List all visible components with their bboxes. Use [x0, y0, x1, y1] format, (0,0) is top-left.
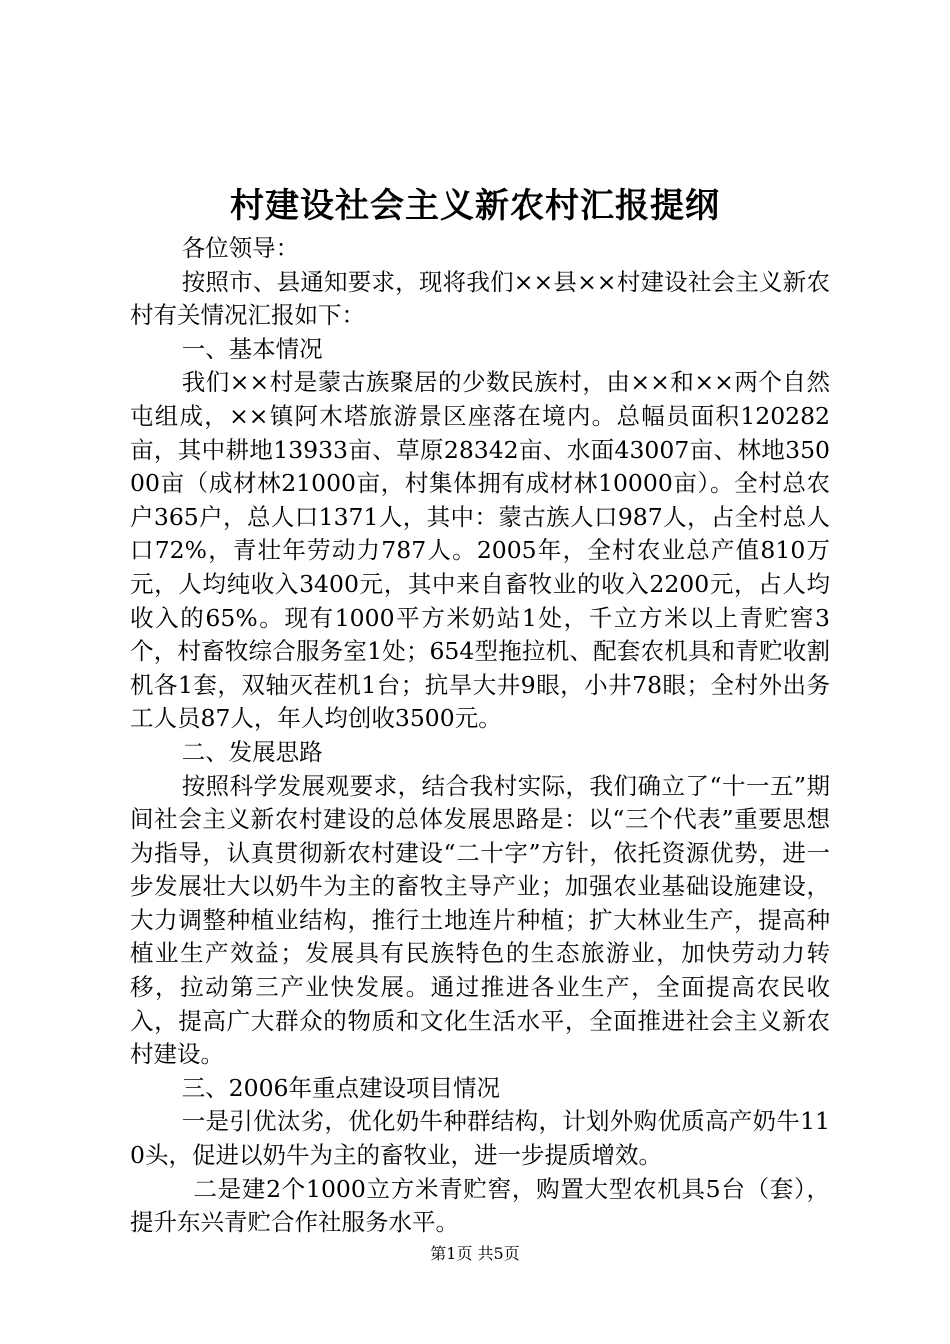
project-item-2: 二是建2个1000立方米青贮窖，购置大型农机具5台（套），提升东兴青贮合作社服务水平。	[130, 1174, 830, 1237]
section-heading-basic: 一、基本情况	[181, 334, 323, 363]
development-paragraph: 按照科学发展观要求，结合我村实际，我们确立了“十一五”期间社会主义新农村建设的总体发展思路是：以“三个代表”重要思想为指导，认真贯彻新农村建设“二十字”方针，依托资源优势，进一步发展壮大以奶牛为主的畜牧主导产业；加强农业基础设施建设，大力调整种植业结构，推行土地连片种植；扩大林业生产，提高种植业生产效益；发展具有民族特色的生态旅游业，加快劳动力转移，拉动第三产业快发展。通过推进各业生产，全面提高农民收入，提高广大群众的物质和文化生活水平，全面推进社会主义新农村建设。	[130, 771, 830, 1069]
salutation: 各位领导：	[181, 234, 300, 262]
section-heading-projects: 三、2006年重点建设项目情况	[181, 1073, 500, 1102]
intro-paragraph: 按照市、县通知要求，现将我们××县××村建设社会主义新农村有关情况汇报如下：	[130, 267, 830, 330]
section-heading-development: 二、发展思路	[181, 737, 323, 766]
project-item-1: 一是引优汰劣，优化奶牛种群结构，计划外购优质高产奶牛110头，促进以奶牛为主的畜牧业，进一步提质增效。	[130, 1107, 830, 1170]
document-body	[130, 232, 830, 1240]
document-title: 村建设社会主义新农村汇报提纲	[230, 186, 720, 226]
page-footer: 第1页 共5页	[430, 1244, 520, 1263]
basic-situation-paragraph: 我们××村是蒙古族聚居的少数民族村，由××和××两个自然屯组成，××镇阿木塔旅游景区座落在境内。总幅员面积120282亩，其中耕地13933亩、草原28342亩、水面43007亩、林地35000亩（成材林21000亩，村集体拥有成材林10000亩）。全村总农户365户，总人口1371人，其中：蒙古族人口987人，占全村总人口72%，青壮年劳动力787人。2005年，全村农业总产值810万元，人均纯收入3400元，其中来自畜牧业的收入2200元，占人均收入的65%。现有1000平方米奶站1处，千立方米以上青贮窖3个，村畜牧综合服务室1处；654型拖拉机、配套农机具和青贮收割机各1套，双轴灭茬机1台；抗旱大井9眼，小井78眼；全村外出务工人员87人，年人均创收3500元。	[130, 368, 830, 733]
